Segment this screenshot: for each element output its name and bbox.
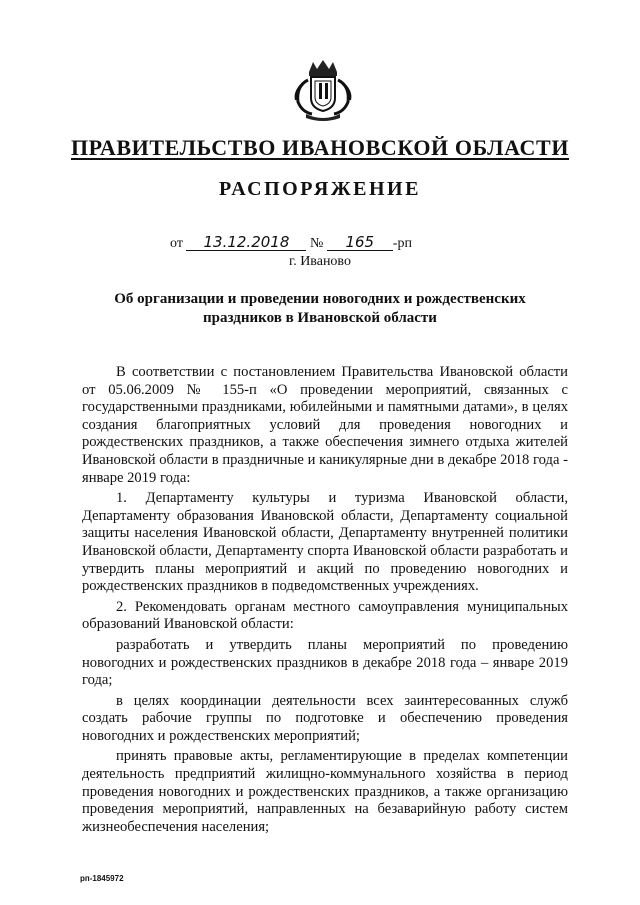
subclause-2: в целях координации деятельности всех заинтересованных служб создать рабочие группы по подготовке и обеспечению проведения новогодних и рождественских мероприятий; bbox=[82, 692, 568, 744]
number-label: № bbox=[309, 236, 324, 251]
document-body bbox=[82, 364, 568, 836]
document-code: рп-1845972 bbox=[80, 874, 124, 883]
subclause-3: принять правовые акты, регламентирующие в пределах компетенции деятельность предприятий жилищно-коммунального хозяйства в период проведения новогодних и рождественских праздников, а также организацию проведения мероприятий, направленных на безаварийную работу систем жизнеобеспечения населения; bbox=[82, 748, 568, 835]
subject-line-2: праздников в Ивановской области bbox=[203, 310, 437, 326]
date-label: от bbox=[170, 236, 183, 251]
clause-1: 1. Департаменту культуры и туризма Ивановской области, Департаменту образования Ивановской области, Департаменту социальной защиты населения Ивановской области, Департаменту внутренней политики Ивановской области, Департаменту спорта Ивановской области разработать и утвердить планы мероприятий и акций по проведению новогодних и рождественских праздников в подведомственных учреждениях. bbox=[82, 490, 568, 595]
document-subject bbox=[80, 290, 560, 328]
document-date-number-line bbox=[170, 234, 490, 252]
clause-2: 2. Рекомендовать органам местного самоуправления муниципальных образований Ивановской области: bbox=[82, 598, 568, 633]
subclause-1: разработать и утвердить планы мероприятий по проведению новогодних и рождественских праздников в декабре 2018 года – январе 2019 года; bbox=[82, 636, 568, 689]
coat-of-arms-icon bbox=[292, 58, 354, 124]
document-type: РАСПОРЯЖЕНИЕ bbox=[219, 178, 421, 200]
handwritten-number: 165 bbox=[327, 234, 393, 251]
subject-line-1: Об организации и проведении новогодних и рождественских bbox=[114, 291, 526, 307]
number-suffix: -рп bbox=[392, 236, 412, 251]
city-line: г. Иваново bbox=[289, 254, 351, 269]
intro-paragraph: В соответствии с постановлением Правительства Ивановской области от 05.06.2009 № 155-п «О проведении мероприятий, связанных с государственными праздниками, юбилейными и памятными датами», в целях создания благоприятных условий для проведения новогодних и рождественских праздников, а также обеспечения зимнего отдыха жителей Ивановской области в праздничные и каникулярные дни в декабре 2018 года - январе 2019 года: bbox=[82, 364, 568, 486]
handwritten-date: 13.12.2018 bbox=[186, 234, 306, 251]
government-title: ПРАВИТЕЛЬСТВО ИВАНОВСКОЙ ОБЛАСТИ bbox=[70, 135, 570, 160]
